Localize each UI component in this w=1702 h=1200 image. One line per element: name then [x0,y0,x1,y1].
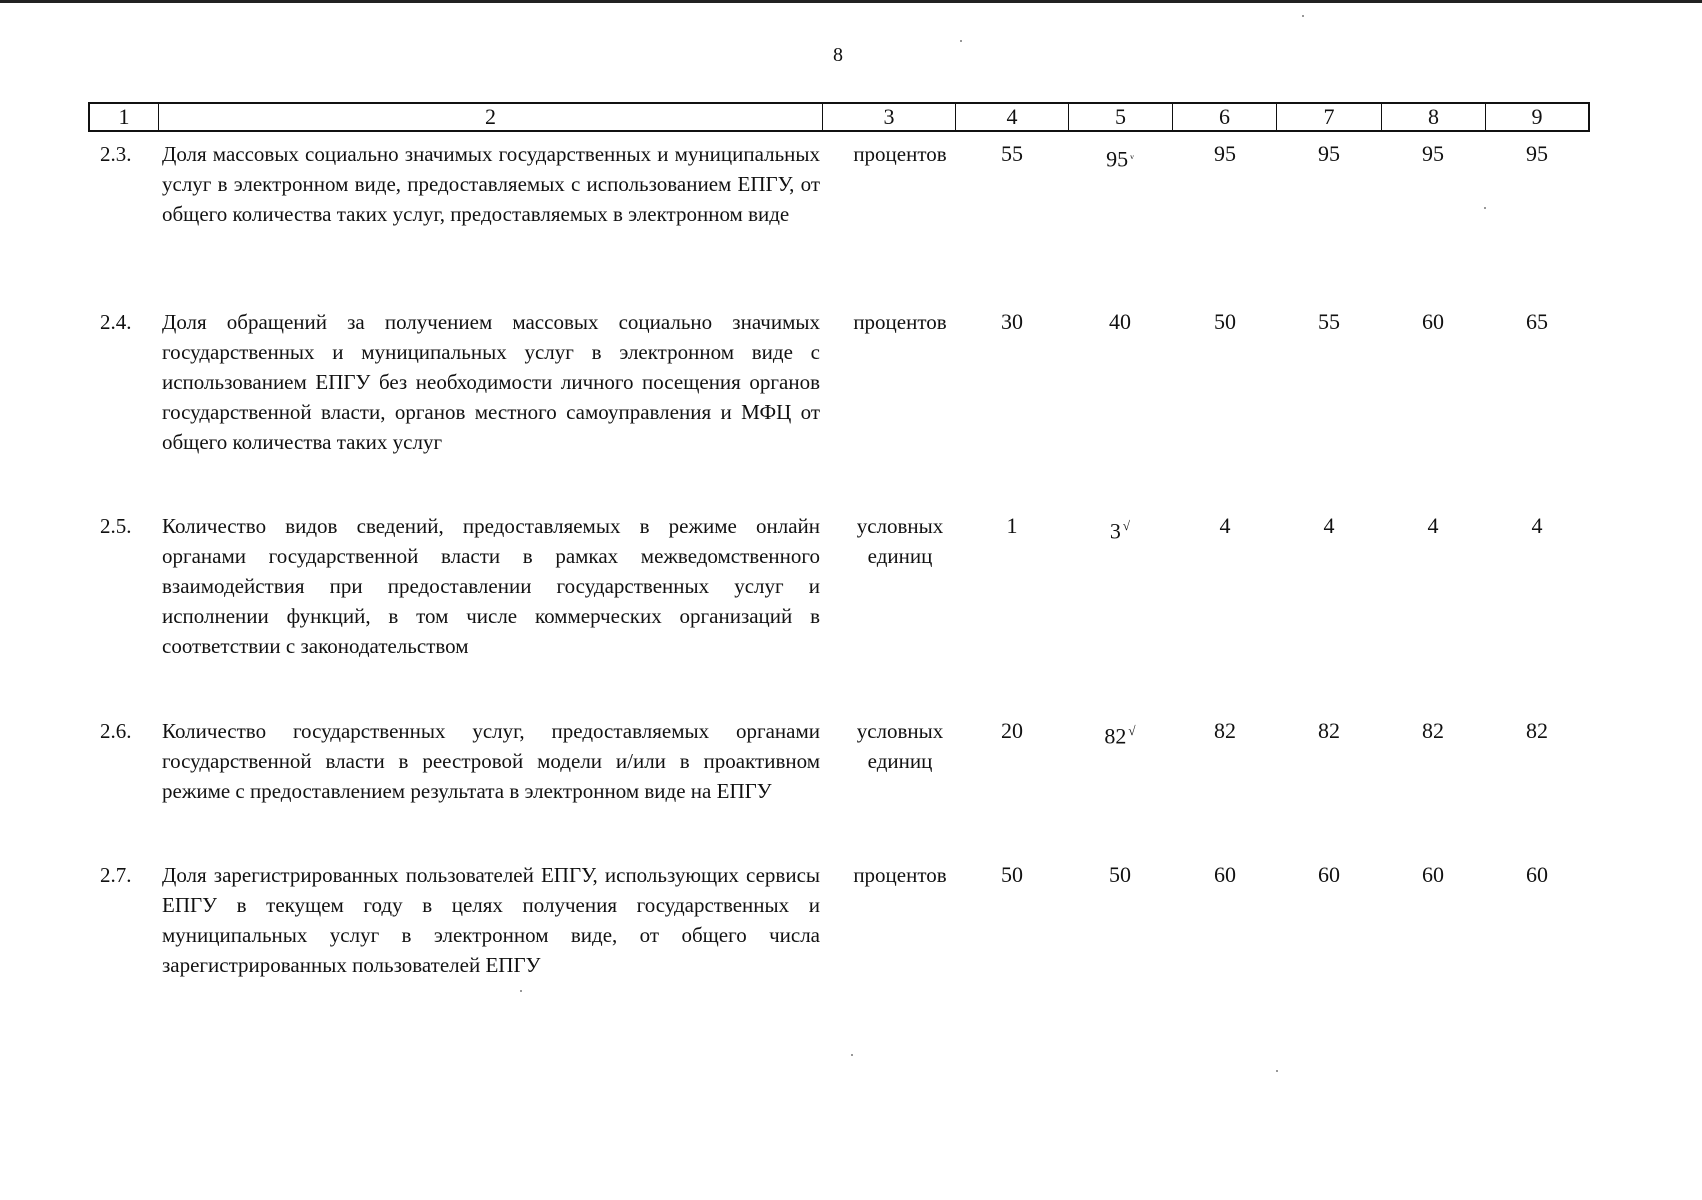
scan-speck [1276,1070,1278,1072]
value-col-4: 55 [1001,141,1023,166]
value-col-8: 60 [1422,309,1444,334]
row-description: Доля зарегистрированных пользователей ЕПГУ, использующих сервисы ЕПГУ в текущем году в целях получения государственных и муниципальных услуг в электронном виде, от общего числа зарегистрированных пользователей ЕПГУ [162,863,820,977]
row-unit: процентов [853,310,947,334]
table-header-row [88,102,1590,132]
value-col-4: 30 [1001,309,1023,334]
value-col-8: 95 [1422,141,1444,166]
value-col-9: 82 [1526,718,1548,743]
row-description: Доля массовых социально значимых государственных и муниципальных услуг в электронном виде, предоставляемых с использованием ЕПГУ, от общего количества таких услуг, предоставляемых в электронном виде [162,142,820,226]
value-col-5: 3 [1109,518,1121,544]
page-number: 8 [833,44,843,66]
value-col-7: 82 [1318,718,1340,743]
scan-speck [1484,207,1486,209]
header-col-9: 9 [1531,104,1543,129]
header-col-6: 6 [1173,104,1277,130]
value-col-6: 95 [1214,141,1236,166]
value-col-7: 55 [1318,309,1340,334]
check-mark-icon: √ [1128,723,1136,738]
row-number: 2.3. [100,142,132,166]
value-col-7: 4 [1323,513,1335,538]
value-col-5: 95 [1106,146,1129,172]
row-description: Количество государственных услуг, предоставляемых органами государственной власти в реестровой модели и/или в проактивном режиме с предоставлением результата в электронном виде на ЕПГУ [162,719,820,803]
row-number: 2.4. [100,310,132,334]
row-unit: условных единиц [856,719,944,773]
scan-speck [520,990,522,992]
value-col-5-group [1090,511,1150,546]
value-col-5: 50 [1109,862,1131,887]
row-unit: условных единиц [856,514,944,568]
value-col-9: 60 [1526,862,1548,887]
check-mark-icon: √ [1122,518,1131,533]
scan-speck [851,1054,853,1056]
check-mark-icon: ᵥ [1130,146,1134,161]
row-unit: процентов [853,142,947,166]
value-col-4: 20 [1001,718,1023,743]
value-col-5-group [1090,139,1150,174]
header-col-1: 1 [90,104,159,130]
value-col-9: 95 [1526,141,1548,166]
header-col-7: 7 [1277,104,1382,130]
header-col-4: 4 [956,104,1069,130]
row-number: 2.5. [100,514,132,538]
header-col-3: 3 [823,104,956,130]
value-col-5: 82 [1104,723,1127,749]
value-col-9: 65 [1526,309,1548,334]
value-col-8: 60 [1422,862,1444,887]
value-col-9: 4 [1531,513,1543,538]
row-description: Количество видов сведений, предоставляемых в режиме онлайн органами государственной власти в рамках межведомственного взаимодействия при предоставлении государственных услуг и исполнении функций, в том числе коммерческих организаций в соответствии с законодательством [162,514,820,658]
row-number: 2.7. [100,863,132,887]
header-col-5: 5 [1069,104,1173,130]
value-col-6: 4 [1219,513,1231,538]
row-number: 2.6. [100,719,132,743]
value-col-5-group [1090,716,1150,751]
top-border-rule [0,0,1702,3]
value-col-7: 95 [1318,141,1340,166]
scan-speck [960,40,962,42]
header-col-2: 2 [159,104,823,130]
value-col-6: 50 [1214,309,1236,334]
value-col-5: 40 [1109,309,1131,334]
value-col-7: 60 [1318,862,1340,887]
value-col-6: 82 [1214,718,1236,743]
row-unit: процентов [853,863,947,887]
scan-speck [1302,15,1304,17]
value-col-8: 4 [1427,513,1439,538]
value-col-6: 60 [1214,862,1236,887]
header-col-8: 8 [1382,104,1486,130]
value-col-4: 50 [1001,862,1023,887]
value-col-8: 82 [1422,718,1444,743]
row-description: Доля обращений за получением массовых социально значимых государственных и муниципальных услуг в электронном виде с использованием ЕПГУ без необходимости личного посещения органов государственной власти, органов местного самоуправления и МФЦ от общего количества таких услуг [162,310,820,454]
value-col-4: 1 [1006,513,1018,538]
